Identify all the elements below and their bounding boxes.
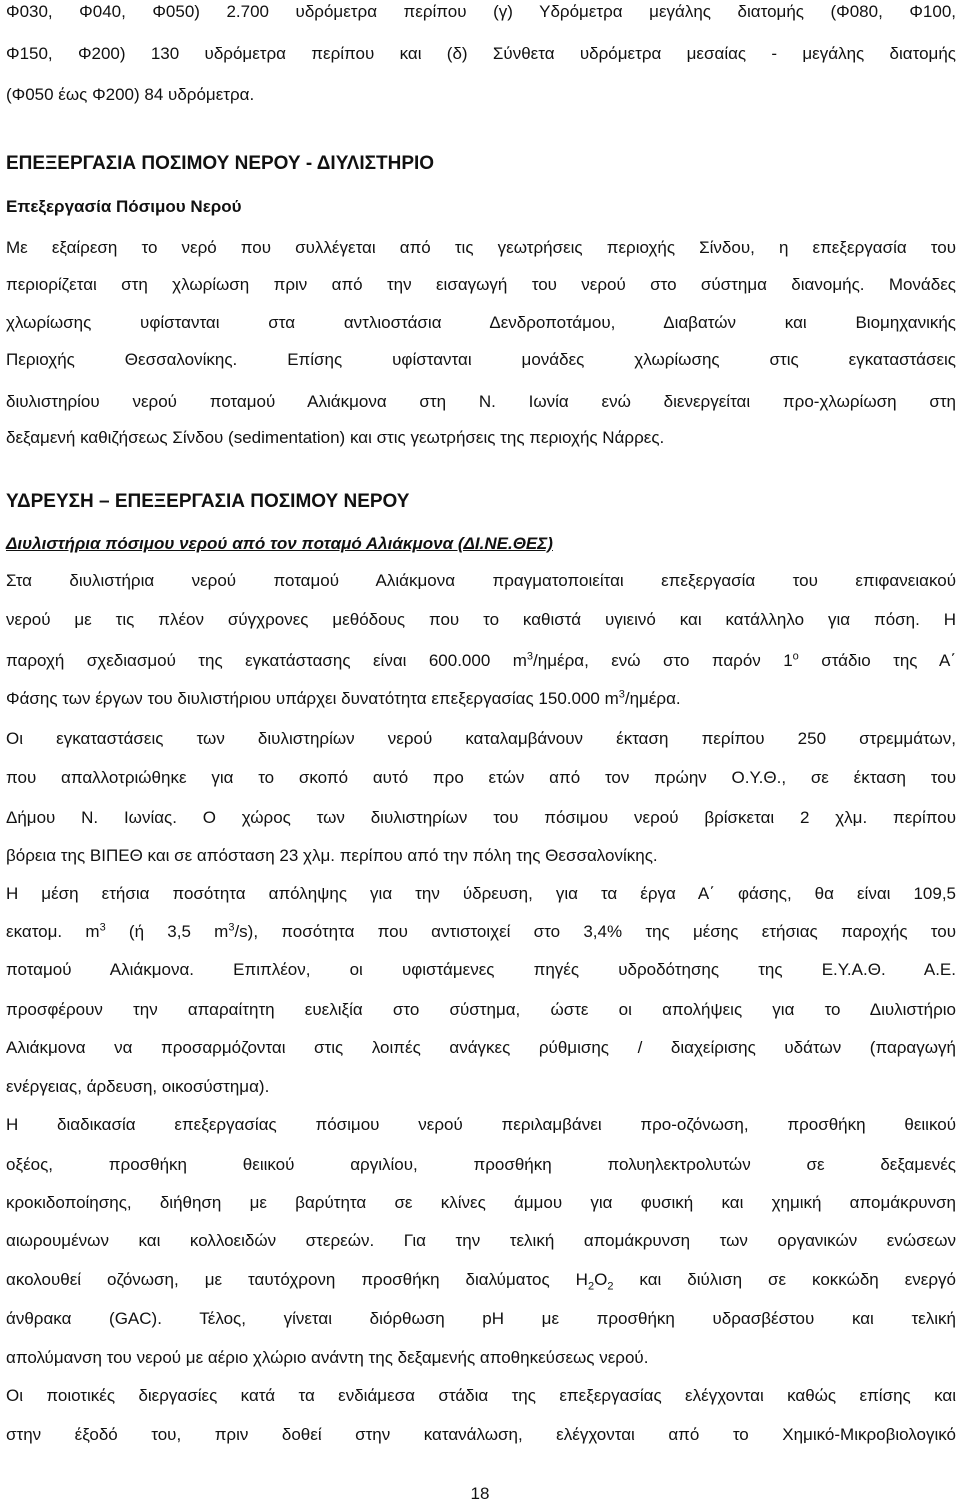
paragraph-line: διυλιστηρίου νερού ποταμού Αλιάκμονα στη Ν. Ιωνία ενώ διενεργείται προ-χλωρίωση στη [6,392,956,411]
section-subheading-filtration-plants: Διυλιστήρια πόσιμου νερού από τον ποταμό Αλιάκμονα (ΔΙ.ΝΕ.ΘΕΣ) [6,534,553,553]
paragraph-line: Δήμου Ν. Ιωνίας. Ο χώρος των διυλιστηρίων του πόσιμου νερού βρίσκεται 2 χλμ. περίπου [6,808,956,827]
section-heading-water-treatment: ΕΠΕΞΕΡΓΑΣΙΑ ΠΟΣΙΜΟΥ ΝΕΡΟΥ - ΔΙΥΛΙΣΤΗΡΙΟ [6,153,435,174]
page-number: 18 [470,1484,490,1503]
paragraph-line: Περιοχής Θεσσαλονίκης. Επίσης υφίστανται μονάδες χλωρίωσης στις εγκαταστάσεις [6,350,956,369]
paragraph-line: οξέος, προσθήκη θειικού αργιλίου, προσθήκη πολυηλεκτρολυτών σε δεξαμενές [6,1155,956,1174]
paragraph-line: δεξαμενή καθιζήσεως Σίνδου (sedimentation) και στις γεωτρήσεις της περιοχής Νάρρες. [6,428,665,447]
paragraph-line: κροκιδοποίησης, διήθηση με βαρύτητα σε κλίνες άμμου για φυσική και χημική απομάκρυνση [6,1193,956,1212]
paragraph-line: περιορίζεται στη χλωρίωση πριν από την εισαγωγή του νερού στο σύστημα διανομής. Μονάδες [6,275,956,294]
paragraph-line: Οι εγκαταστάσεις των διυλιστηρίων νερού καταλαμβάνουν έκταση περίπου 250 στρεμμάτων, [6,729,956,748]
paragraph-line: Με εξαίρεση το νερό που συλλέγεται από τις γεωτρήσεις περιοχής Σίνδου, η επεξεργασία του [6,238,956,257]
paragraph-line-ozonation: ακολουθεί οζόνωση, με ταυτόχρονη προσθήκη διαλύματος $H_2O_2$ και διύλιση σε κοκκώδη ενεργό [6,1270,957,1293]
paragraph-line: Στα διυλιστήρια νερού ποταμού Αλιάκμονα πραγματοποιείται επεξεργασία του επιφανειακού [6,571,956,590]
paragraph-line-abstraction: εκατομ. $m^3$ (ή 3,5 $m^3/s$), ποσότητα που αντιστοιχεί στο 3,4% της μέσης ετήσιας παροχής του [6,921,956,941]
paragraph-line: ενέργειας, άρδευση, οικοσύστημα). [6,1077,270,1096]
paragraph-line: Αλιάκμονα να προσαρμόζονται στις λοιπές ανάγκες ρύθμισης / διαχείρισης υδάτων (παραγωγή [6,1038,956,1057]
paragraph-line: βόρεια της ΒΙΠΕΘ και σε απόσταση 23 χλμ. περίπου από την πόλη της Θεσσαλονίκης. [6,846,658,865]
paragraph-line-capacity-2: Φάσης των έργων του διυλιστήριου υπάρχει δυνατότητα επεξεργασίας 150.000 $m^3$/ημέρα. [6,688,681,708]
paragraph-line: άνθρακα (GAC). Τέλος, γίνεται διόρθωση pH με προσθήκη υδρασβέστου και τελική [6,1309,956,1328]
paragraph-line-capacity: παροχή σχεδιασμού της εγκατάστασης είναι 600.000 $m^3$/ημέρα, ενώ στο παρόν $1^o$ στάδιο της Α΄ [6,650,956,670]
paragraph-line: αιωρουμένων και κολλοειδών στερεών. Για την τελική απομάκρυνση των οργανικών ενώσεων [6,1231,956,1250]
intro-line-3: (Φ050 έως Φ200) 84 υδρόμετρα. [6,85,255,104]
paragraph-line: στην έξοδό του, πριν δοθεί στην κατανάλωση, ελέγχονται από το Χημικό-Μικροβιολογικό [6,1425,956,1444]
section-heading-water-supply: ΥΔΡΕΥΣΗ – ΕΠΕΞΕΡΓΑΣΙΑ ΠΟΣΙΜΟΥ ΝΕΡΟΥ [6,491,410,512]
paragraph-line: ποταμού Αλιάκμονα. Επιπλέον, οι υφιστάμενες πηγές υδροδότησης της Ε.Υ.Α.Θ. Α.Ε. [6,960,956,979]
section-subheading-drinking-water: Επεξεργασία Πόσιμου Νερού [6,197,242,216]
paragraph-line: νερού με τις πλέον σύγχρονες μεθόδους που το καθιστά υγιεινό και κατάλληλο για πόση. Η [6,610,956,629]
paragraph-line: Η διαδικασία επεξεργασίας πόσιμου νερού περιλαμβάνει προ-οζόνωση, προσθήκη θειικού [6,1115,956,1134]
paragraph-line: Η μέση ετήσια ποσότητα απόληψης για την ύδρευση, για τα έργα Α΄ φάσης, θα είναι 109,5 [6,884,956,903]
paragraph-line: Οι ποιοτικές διεργασίες κατά τα ενδιάμεσα στάδια της επεξεργασίας ελέγχονται καθώς επίσης και [6,1386,956,1405]
paragraph-line: απολύμανση του νερού με αέριο χλώριο ανάντη της δεξαμενής αποθηκεύσεως νερού. [6,1348,649,1367]
paragraph-line: προσφέρουν την απαραίτητη ευελιξία στο σύστημα, ώστε οι απολήψεις για το Διυλιστήριο [6,1000,956,1019]
paragraph-line: που απαλλοτριώθηκε για το σκοπό αυτό προ ετών από τον πρώην Ο.Υ.Θ., σε έκταση του [6,768,956,787]
paragraph-line: χλωρίωσης υφίστανται στα αντλιοστάσια Δενδροποτάμου, Διαβατών και Βιομηχανικής [6,313,956,332]
intro-line-2: Φ150, Φ200) 130 υδρόμετρα περίπου και (δ) Σύνθετα υδρόμετρα μεσαίας - μεγάλης διατομής [6,44,956,63]
intro-line-1: Φ030, Φ040, Φ050) 2.700 υδρόμετρα περίπου (γ) Υδρόμετρα μεγάλης διατομής (Φ080, Φ100, [6,2,956,21]
